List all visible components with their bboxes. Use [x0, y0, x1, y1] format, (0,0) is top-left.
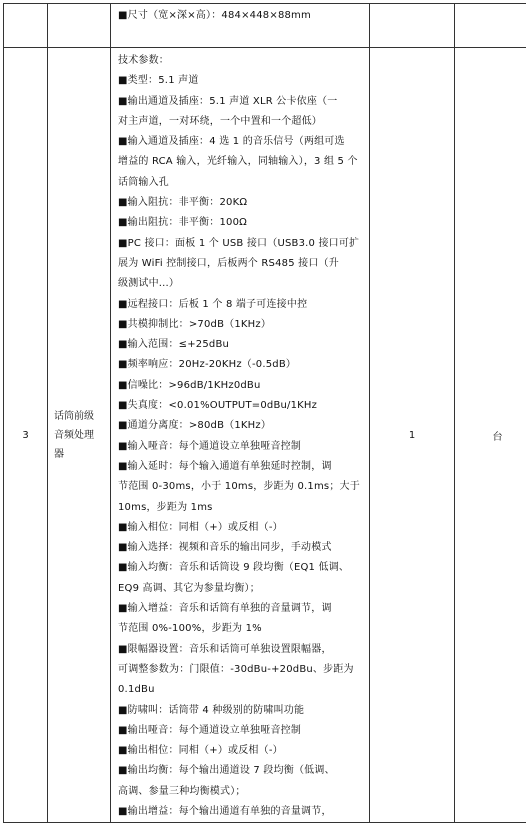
table-row-dimension	[4, 4, 526, 48]
spec-line: ■输出均衡：每个输出通道设 7 段均衡（低调、	[118, 761, 364, 781]
spec-line: ■输入增益：音乐和话筒有单独的音量调节，调	[118, 599, 364, 619]
spec-line: 话筒输入孔	[118, 173, 364, 193]
spec-line: 技术参数：	[118, 51, 364, 71]
spec-line: 对主声道，一对环绕，一个中置和一个超低）	[118, 112, 364, 132]
spec-line: ■失真度：<0.01%OUTPUT=0dBu/1KHz	[118, 396, 364, 416]
item-unit: 台	[493, 432, 503, 443]
spec-line: ■PC 接口：面板 1 个 USB 接口（USB3.0 接口可扩	[118, 234, 364, 254]
spec-line: 可调整参数为：门限值：-30dBu-+20dBu、步距为	[118, 660, 364, 680]
spec-cell	[111, 48, 370, 823]
spec-line: 10ms，步距为 1ms	[118, 498, 364, 518]
spec-line: ■输入哑音：每个通道设立单独哑音控制	[118, 437, 364, 457]
spec-line: EQ9 高调、其它为参量均衡）；	[118, 579, 364, 599]
item-name-line: 话筒前级	[54, 407, 110, 426]
quantity-cell-prev	[370, 4, 455, 48]
name-cell	[48, 48, 111, 823]
spec-line: ■输入选择：视频和音乐的输出同步，手动模式	[118, 538, 364, 558]
spec-line: ■输入延时：每个输入通道有单独延时控制，调	[118, 457, 364, 477]
spec-line: ■频率响应：20Hz-20KHz（-0.5dB）	[118, 355, 364, 375]
item-name-line: 器	[54, 445, 110, 464]
spec-line: 0.1dBu	[118, 680, 364, 700]
item-index: 3	[22, 430, 28, 441]
spec-line: ■防啸叫：话筒带 4 种级别的防啸叫功能	[118, 701, 364, 721]
spec-line: ■远程接口：后板 1 个 8 端子可连接中控	[118, 295, 364, 315]
spec-line: 节范围 0%-100%，步距为 1%	[118, 619, 364, 639]
spec-line: ■输出阻抗：非平衡：100Ω	[118, 213, 364, 233]
spec-line: ■共模抑制比：>70dB（1KHz）	[118, 315, 364, 335]
spec-table	[3, 3, 526, 823]
table-row-item	[4, 48, 526, 823]
spec-line: ■类型：5.1 声道	[118, 71, 364, 91]
spec-line: 节范围 0-30ms，小于 10ms，步距为 0.1ms；大于	[118, 477, 364, 497]
spec-line: ■输入阻抗：非平衡：20KΩ	[118, 193, 364, 213]
spec-lines	[118, 51, 364, 822]
spec-line: ■输入均衡：音乐和话筒设 9 段均衡（EQ1 低调、	[118, 558, 364, 578]
dimension-text: ■尺寸（宽×深×高）：484×448×88mm	[118, 6, 364, 26]
unit-cell-prev	[455, 4, 526, 48]
index-cell	[4, 48, 48, 823]
quantity-cell	[370, 48, 455, 823]
spec-line: ■输入范围：≤+25dBu	[118, 335, 364, 355]
spec-line: ■输出相位：同相（+）或反相（-）	[118, 741, 364, 761]
spec-line: ■信噪比：>96dB/1KHz0dBu	[118, 376, 364, 396]
spec-line: ■输入通道及插座：4 选 1 的音乐信号（两组可选	[118, 132, 364, 152]
item-name-line: 音频处理	[54, 426, 110, 445]
spec-line: 增益的 RCA 输入，光纤输入，同轴输入），3 组 5 个	[118, 152, 364, 172]
spec-line: ■输出通道及插座：5.1 声道 XLR 公卡依座（一	[118, 92, 364, 112]
unit-cell	[455, 48, 526, 823]
spec-line: ■输出哑音：每个通道设立单独哑音控制	[118, 721, 364, 741]
name-cell-prev	[48, 4, 111, 48]
item-quantity: 1	[409, 430, 415, 441]
spec-line: ■限幅器设置：音乐和话筒可单独设置限幅器，	[118, 640, 364, 660]
spec-cell-prev	[111, 4, 370, 48]
spec-line: ■输出增益：每个输出通道有单独的音量调节，	[118, 802, 364, 822]
spec-line: 展为 WiFi 控制接口，后板两个 RS485 接口（升	[118, 254, 364, 274]
spec-line: 高调、参量三种均衡模式）；	[118, 782, 364, 802]
spec-line: ■输入相位：同相（+）或反相（-）	[118, 518, 364, 538]
spec-line: 级测试中...）	[118, 274, 364, 294]
spec-line: ■通道分离度：>80dB（1KHz）	[118, 416, 364, 436]
index-cell-prev	[4, 4, 48, 48]
